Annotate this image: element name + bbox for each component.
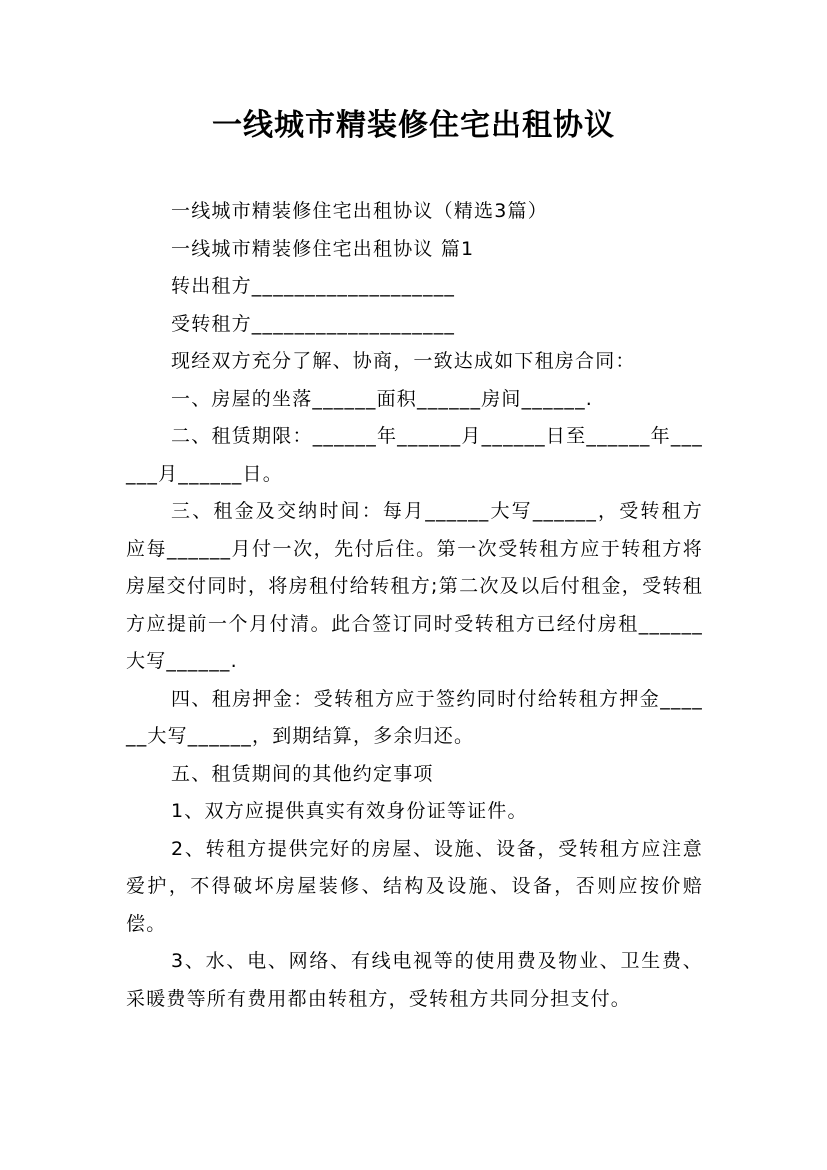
paragraph-clause-rent: 三、租金及交纳时间：每月______大写______，受转租方应每______月付一次，先付后住。第一次受转租方应于转租方将房屋交付同时，将房租付给转租方;第二次及以后付租金，受转租方应提前一个月付清。此合签订同时受转租方已经付房租______大写______. [126, 500, 703, 672]
document-title: 一线城市精装修住宅出租协议 [212, 108, 615, 143]
paragraph-section-heading: 一线城市精装修住宅出租协议 篇1 [171, 237, 475, 260]
paragraph-agreement-intro: 现经双方充分了解、协商，一致达成如下租房合同： [171, 350, 636, 372]
document-body [126, 193, 703, 1018]
paragraph-item-3: 3、水、电、网络、有线电视等的使用费及物业、卫生费、采暖费等所有费用都由转租方，受转租方共同分担支付。 [126, 950, 703, 1010]
paragraph-subtitle: 一线城市精装修住宅出租协议（精选3篇） [171, 200, 548, 222]
paragraph-sublessee: 受转租方___________________ [171, 312, 456, 335]
paragraph-item-2: 2、转租方提供完好的房屋、设施、设备，受转租方应注意爱护，不得破坏房屋装修、结构及设施、设备，否则应按价赔偿。 [126, 837, 703, 935]
paragraph-clause-other-heading: 五、租赁期间的其他约定事项 [171, 762, 434, 785]
paragraph-clause-deposit: 四、租房押金：受转租方应于签约同时付给转租方押金______大写______，到期结算，多余归还。 [126, 687, 703, 747]
paragraph-sublessor: 转出租方___________________ [171, 275, 456, 297]
paragraph-clause-term: 二、租赁期限：______年______月______日至______年______月______日。 [126, 425, 703, 485]
paragraph-item-1: 1、双方应提供真实有效身份证等证件。 [171, 800, 528, 822]
paragraph-clause-location: 一、房屋的坐落______面积______房间______. [171, 387, 594, 410]
